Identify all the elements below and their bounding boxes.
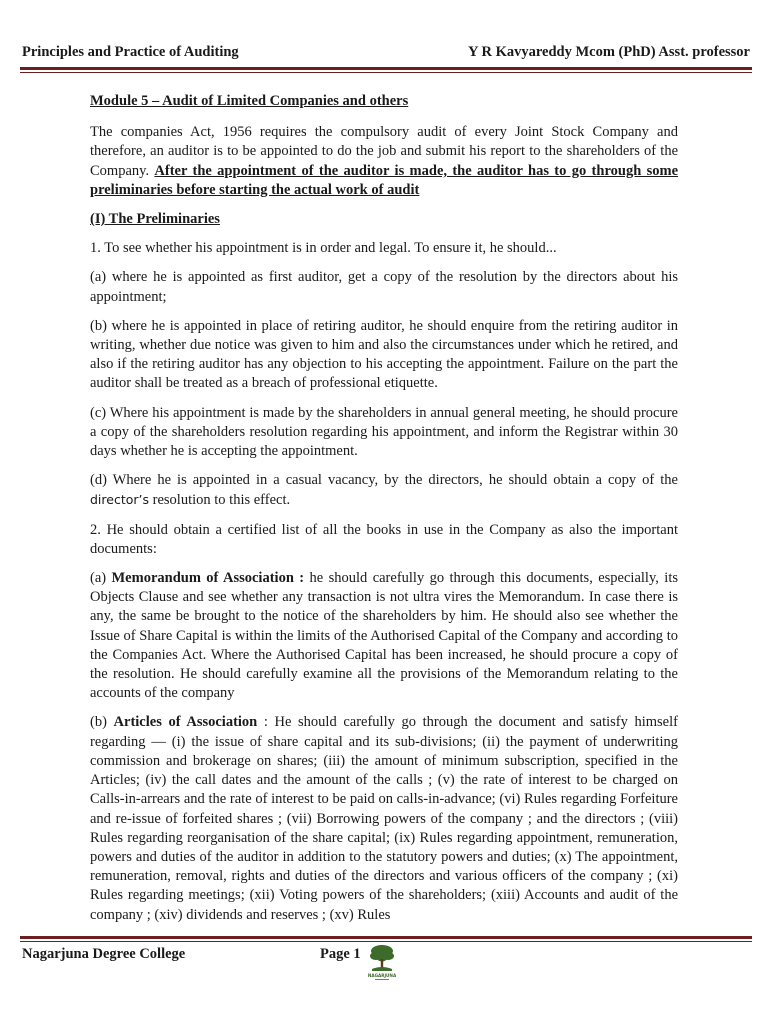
point-2b-label: (b) xyxy=(90,714,114,731)
point-1d xyxy=(90,471,678,510)
footer-college: Nagarjuna Degree College xyxy=(22,946,186,962)
section-heading: (I) The Preliminaries xyxy=(90,211,220,228)
document-body xyxy=(90,92,678,935)
tree-logo-icon xyxy=(368,942,396,982)
header-rule-thick xyxy=(20,67,752,70)
point-2b-term: Articles of Association xyxy=(113,714,258,731)
point-1b: (b) where he is appointed in place of retiring auditor, he should enquire from the retiring auditor in writing, whether due notice was given to him and also the circumstances under which he retired, and also if the retiring auditor has any objection to his accepting the appointment. Failure on the part the auditor shall be treated as a breach of professional etiquette. xyxy=(90,317,678,392)
point-1d-text: (d) Where he is appointed in a casual vacancy, by the directors, he should obtain a copy of the xyxy=(90,472,678,489)
point-2b xyxy=(90,713,678,924)
point-1c: (c) Where his appointment is made by the shareholders in annual general meeting, he should procure a copy of the shareholders resolution regarding his appointment, and inform the Registrar within 30 days whether he is accepting the appointment. xyxy=(90,404,678,460)
point-1a: (a) where he is appointed as first auditor, get a copy of the resolution by the directors about his appointment; xyxy=(90,269,678,305)
point-2a-label: (a) xyxy=(90,570,112,587)
header-course-title: Principles and Practice of Auditing xyxy=(22,44,239,60)
header-rule-thin xyxy=(20,72,752,73)
point-2a-text: he should carefully go through this documents, especially, its Objects Clause and see whether any transaction is not ultra vires the Memorandum. In case there is any, the same be brought to the notice of the shareholders by him. He should also see whether the Issue of Share Capital is within the limits of the Authorised Capital of the Company and according to the Companies Act. Where the Authorised Capital has been increased, he should procure a copy of the resolution. He should carefully examine all the provisions of the Memorandum relating to the accounts of the company xyxy=(90,570,678,702)
point-1d-end: resolution to this effect. xyxy=(149,492,291,509)
point-2: 2. He should obtain a certified list of all the books in use in the Company as also the important documents: xyxy=(90,521,678,557)
point-1d-directors: director’s xyxy=(90,492,150,508)
point-2a-term: Memorandum of Association : xyxy=(111,570,305,587)
point-1: 1. To see whether his appointment is in order and legal. To ensure it, he should... xyxy=(90,240,557,257)
intro-text: The companies Act, 1956 requires the compulsory audit of every Joint Stock Company and therefore, an auditor is to be appointed to do the job and submit his report to the shareholders of the Company. xyxy=(90,124,678,179)
intro-emphasis: After the appointment of the auditor is made, the auditor has to go through some preliminaries before starting the actual work of audit xyxy=(90,162,679,198)
intro-paragraph xyxy=(90,123,678,200)
point-2b-text: : He should carefully go through the document and satisfy himself regarding — (i) the issue of share capital and its sub-divisions; (ii) the payment of underwriting commission and brokerage on shares; (iii) the amount of minimum subscription, specified in the Articles; (iv) the call dates and the amount of the calls ; (v) the rate of interest to be charged on Calls-in-arrears and the rate of interest to be paid on calls-in-advance; (vi) Rules regarding Forfeiture and re-issue of forfeited shares ; (vii) Borrowing powers of the company ; and the directors ; (viii) Rules regarding reorganisation of the share capital; (ix) Rules regarding appointment, remuneration, powers and duties of the auditor in addition to the statutory powers and duties; (x) The appointment, remuneration, removal, rights and duties of the directors and various officers of the company ; (xi) Rules regarding meetings; (xii) Voting powers of the shareholders; (xiii) Accounts and audit of the company ; (xiv) dividends and reserves ; (xv) Rules xyxy=(90,714,678,923)
module-title: Module 5 – Audit of Limited Companies and others xyxy=(90,93,409,109)
footer-page-number: Page 1 xyxy=(320,946,361,962)
logo-wordmark: NAGARJUNA xyxy=(368,973,396,978)
page-header xyxy=(22,44,750,64)
point-2a xyxy=(90,569,678,703)
header-author: Y R Kavyareddy Mcom (PhD) Asst. professor xyxy=(467,44,750,60)
footer-rule-thick xyxy=(20,936,752,939)
